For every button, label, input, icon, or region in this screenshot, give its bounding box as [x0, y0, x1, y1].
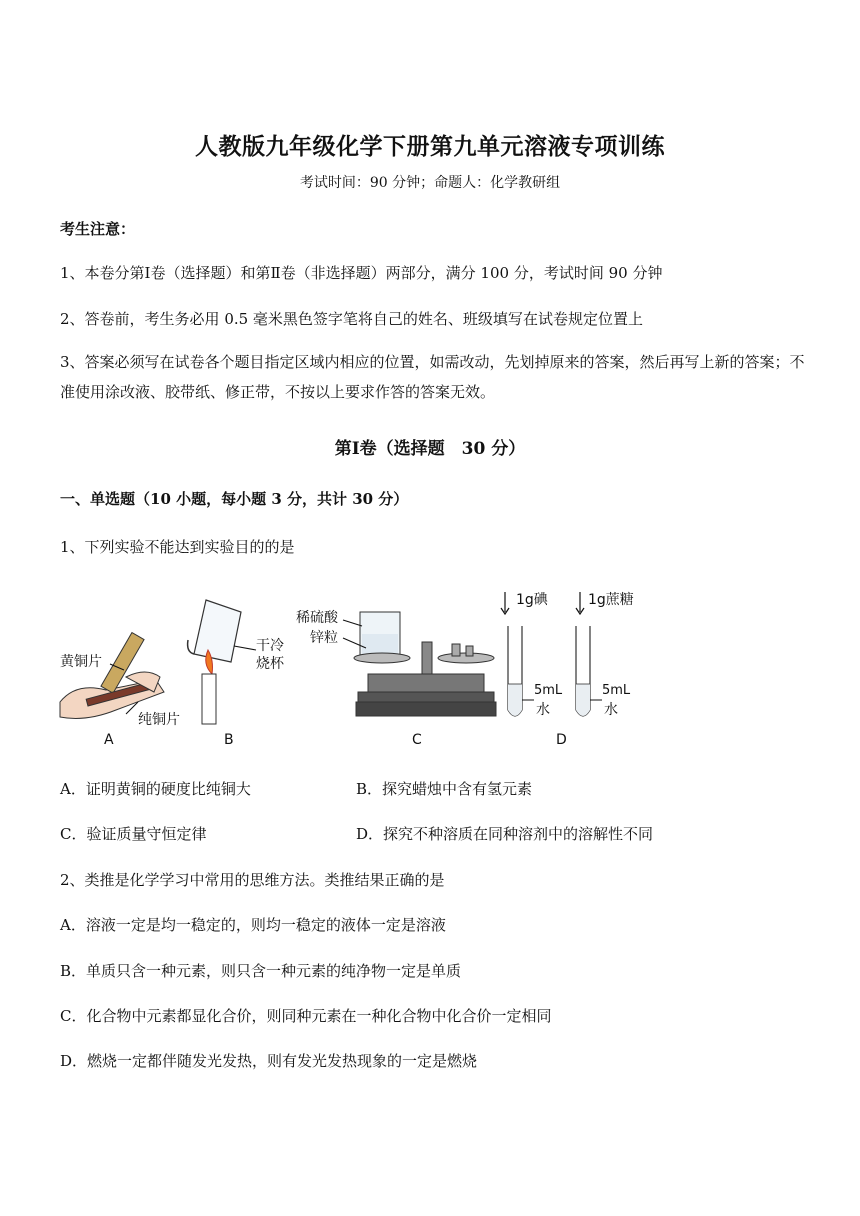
label-copper: 纯铜片 [138, 712, 180, 728]
figure-b-illustration [188, 600, 256, 724]
label-water-2: 水 [604, 702, 618, 718]
question-1-stem: 1、下列实验不能达到实验目的的是 [60, 538, 295, 556]
q1-option-a: A．证明黄铜的硬度比纯铜大 [60, 780, 251, 798]
q2-option-c: C．化合物中元素都显化合价，则同种元素在一种化合物中化合价一定相同 [60, 1007, 552, 1025]
figure-c-illustration [343, 612, 496, 716]
q2-option-d: D．燃烧一定都伴随发光发热，则有发光发热现象的一定是燃烧 [60, 1052, 478, 1070]
label-water-ml-2: 5mL [602, 683, 631, 698]
label-brass: 黄铜片 [60, 654, 102, 670]
q1-option-d: D．探究不种溶质在同种溶剂中的溶解性不同 [356, 825, 654, 843]
notice-item-3: 3、答案必须写在试卷各个题目指定区域内相应的位置，如需改动，先划掉原来的答案，然后再写上新的答案；不准使用涂改液、胶带纸、修正带，不按以上要求作答的答案无效。 [60, 353, 805, 401]
label-zinc: 锌粒 [310, 630, 338, 646]
section-title: 第Ⅰ卷（选择题 30 分） [334, 439, 526, 459]
q2-option-a: A．溶液一定是均一稳定的，则均一稳定的液体一定是溶液 [60, 916, 446, 934]
caption-b: B [224, 732, 234, 748]
notice-item-2: 2、答卷前，考生务必用 0.5 毫米黑色签字笔将自己的姓名、班级填写在试卷规定位置上 [60, 310, 643, 328]
label-sucrose: 1g蔗糖 [588, 592, 634, 608]
label-water-ml-1: 5mL [534, 683, 563, 698]
exam-info: 考试时间：90 分钟；命题人：化学教研组 [299, 175, 561, 191]
question-2-stem: 2、类推是化学学习中常用的思维方法。类推结果正确的是 [60, 871, 445, 889]
q2-option-b: B．单质只含一种元素，则只含一种元素的纯净物一定是单质 [60, 962, 462, 980]
caption-d: D [556, 732, 567, 748]
figure-a-illustration [60, 633, 164, 719]
label-acid: 稀硫酸 [296, 610, 338, 626]
experiment-figure [56, 582, 646, 752]
q1-option-c: C．验证质量守恒定律 [60, 825, 207, 843]
document-title: 人教版九年级化学下册第九单元溶液专项训练 [195, 133, 665, 160]
part-title: 一、单选题（10 小题，每小题 3 分，共计 30 分） [60, 490, 409, 508]
label-beaker-2: 烧杯 [256, 656, 284, 672]
label-water-1: 水 [536, 702, 550, 718]
q1-option-b: B．探究蜡烛中含有氢元素 [356, 780, 533, 798]
notice-item-1: 1、本卷分第Ⅰ卷（选择题）和第Ⅱ卷（非选择题）两部分，满分 100 分，考试时间 90 分钟 [60, 264, 663, 282]
caption-a: A [104, 732, 114, 748]
label-beaker-1: 干冷 [256, 638, 284, 654]
label-iodine: 1g碘 [516, 592, 548, 608]
notice-heading: 考生注意： [60, 220, 136, 238]
caption-c: C [412, 732, 422, 748]
